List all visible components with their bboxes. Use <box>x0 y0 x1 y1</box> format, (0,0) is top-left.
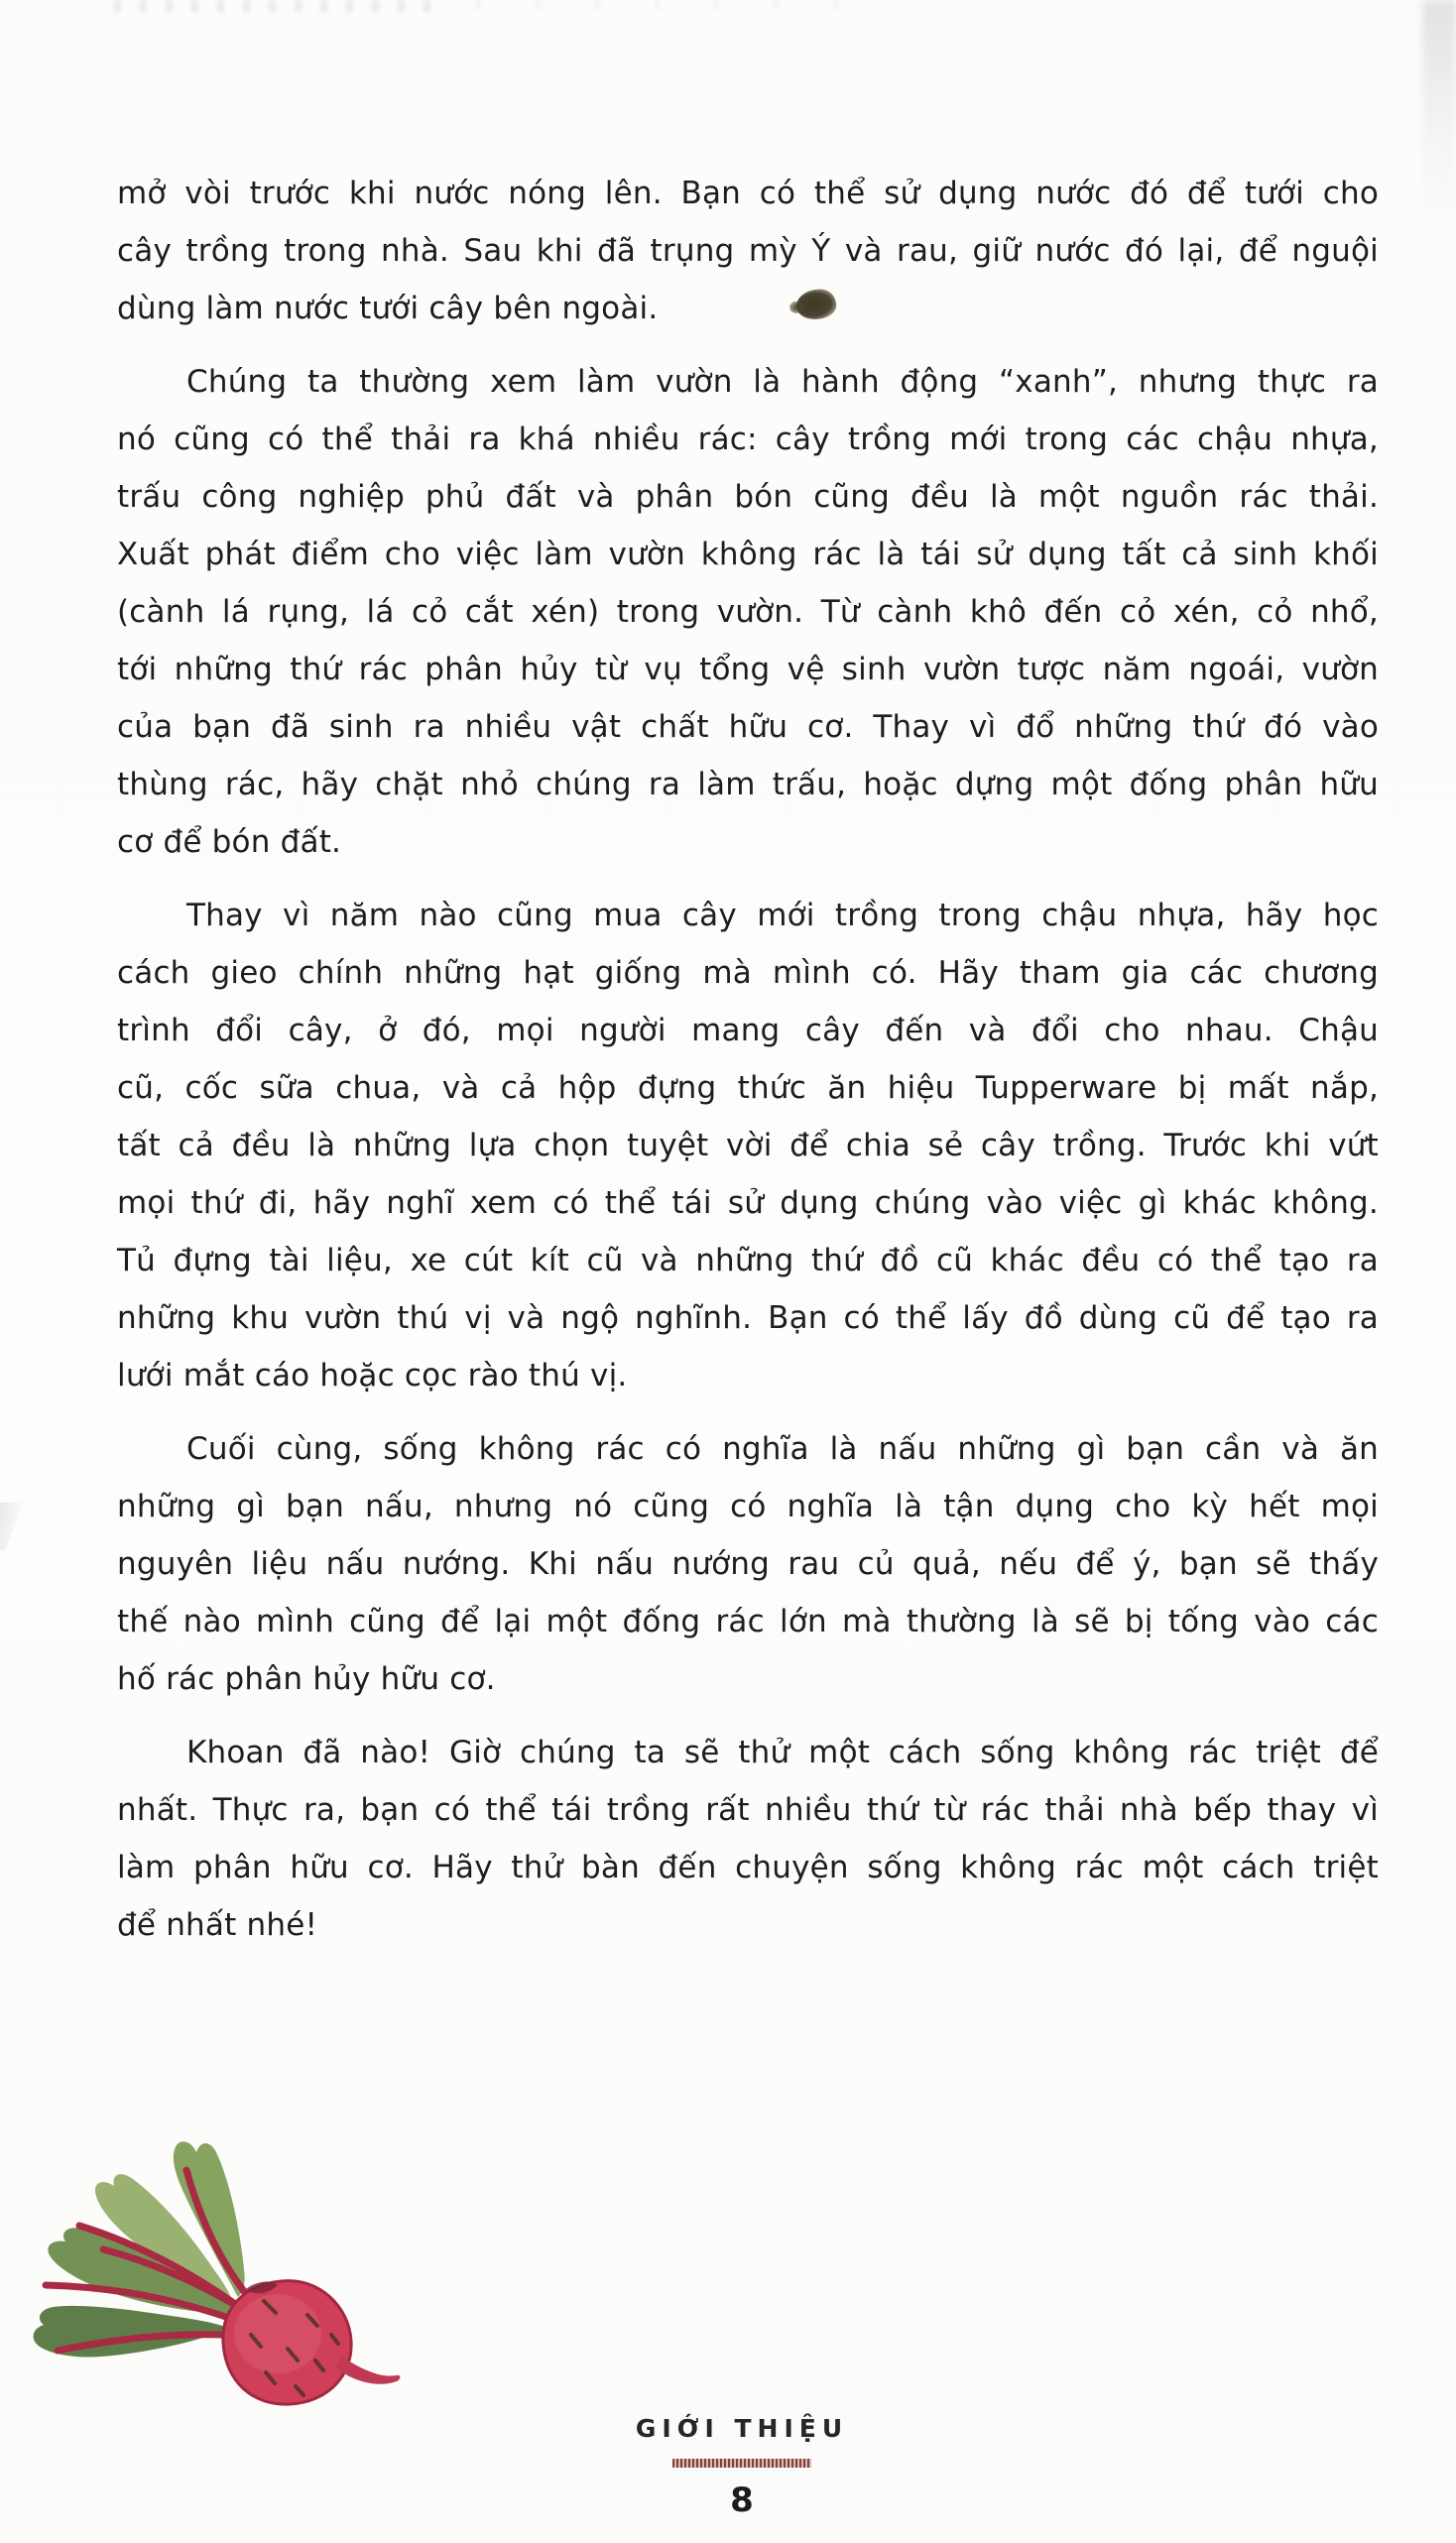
text-line: dùng làm nước tưới cây bên ngoài. <box>117 291 659 326</box>
text-line: nguyên liệu nấu nướng. Khi nấu nướng rau củ quả, nếu để ý, bạn sẽ thấy <box>117 1546 1379 1582</box>
text-line: thùng rác, hãy chặt nhỏ chúng ra làm trấu, hoặc dựng một đống phân hữu <box>117 767 1379 802</box>
footer-rule-dashed <box>672 2459 811 2468</box>
text-line: mở vòi trước khi nước nóng lên. Bạn có thể sử dụng nước đó để tưới cho <box>117 176 1379 211</box>
footer-section-label: GIỚI THIỆU <box>635 2414 849 2443</box>
scan-artifact-top-edge <box>114 0 441 12</box>
text-line: của bạn đã sinh ra nhiều vật chất hữu cơ. Thay vì đổ những thứ đó vào <box>117 709 1379 745</box>
radish-bulb-highlight <box>234 2294 321 2373</box>
scan-artifact-left-edge <box>0 1503 24 1550</box>
text-line: lưới mắt cáo hoặc cọc rào thú vị. <box>117 1358 628 1393</box>
text-line: nhất. Thực ra, bạn có thể tái trồng rất nhiều thứ từ rác thải nhà bếp thay vì <box>117 1792 1379 1828</box>
text-line: Thay vì năm nào cũng mua cây mới trồng trong chậu nhựa, hãy học <box>186 898 1379 933</box>
text-line: tới những thứ rác phân hủy từ vụ tổng vệ sinh vườn tược năm ngoái, vườn <box>117 652 1379 687</box>
text-line: những khu vườn thú vị và ngộ nghĩnh. Bạn có thể lấy đồ dùng cũ để tạo ra <box>117 1300 1379 1336</box>
text-line: làm phân hữu cơ. Hãy thử bàn đến chuyện sống không rác một cách triệt <box>117 1850 1379 1885</box>
text-line: Xuất phát điểm cho việc làm vườn không rác là tái sử dụng tất cả sinh khối <box>117 537 1379 572</box>
paragraph <box>117 1420 1379 1708</box>
text-line: Tủ đựng tài liệu, xe cút kít cũ và những thứ đồ cũ khác đều có thể tạo ra <box>117 1243 1379 1278</box>
page-number: 8 <box>730 2481 754 2520</box>
text-line: để nhất nhé! <box>117 1907 318 1943</box>
paragraph <box>117 887 1379 1404</box>
text-line: trình đổi cây, ở đó, mọi người mang cây đến và đổi cho nhau. Chậu <box>117 1013 1379 1048</box>
text-line: mọi thứ đi, hãy nghĩ xem có thể tái sử dụng chúng vào việc gì khác không. <box>117 1185 1379 1221</box>
text-line: (cành lá rụng, lá cỏ cắt xén) trong vườn. Từ cành khô đến cỏ xén, cỏ nhổ, <box>117 594 1379 630</box>
text-line: Khoan đã nào! Giờ chúng ta sẽ thử một cách sống không rác triệt để <box>186 1735 1379 1770</box>
scan-artifact-top-edge <box>476 0 893 9</box>
scan-artifact-right-edge <box>1422 0 1456 238</box>
text-line: tất cả đều là những lựa chọn tuyệt vời để chia sẻ cây trồng. Trước khi vứt <box>117 1128 1379 1163</box>
text-line: hố rác phân hủy hữu cơ. <box>117 1661 496 1697</box>
text-line: cách gieo chính những hạt giống mà mình có. Hãy tham gia các chương <box>117 955 1379 991</box>
radish-root <box>335 2357 400 2384</box>
text-line: cũ, cốc sữa chua, và cả hộp đựng thức ăn hiệu Tupperware bị mất nắp, <box>117 1070 1379 1106</box>
paragraph <box>117 165 1379 337</box>
text-line: những gì bạn nấu, nhưng nó cũng có nghĩa là tận dụng cho kỳ hết mọi <box>117 1489 1379 1524</box>
section-footer <box>0 2414 1456 2520</box>
text-line: cây trồng trong nhà. Sau khi đã trụng mỳ Ý và rau, giữ nước đó lại, để nguội <box>117 233 1379 269</box>
text-line: trấu công nghiệp phủ đất và phân bón cũng đều là một nguồn rác thải. <box>117 479 1379 515</box>
radish-illustration <box>22 2130 409 2433</box>
text-line: nó cũng có thể thải ra khá nhiều rác: cây trồng mới trong các chậu nhựa, <box>117 422 1379 457</box>
text-line: thế nào mình cũng để lại một đống rác lớn mà thường là sẽ bị tống vào các <box>117 1604 1379 1639</box>
text-line: Cuối cùng, sống không rác có nghĩa là nấu những gì bạn cần và ăn <box>186 1431 1379 1467</box>
paragraph <box>117 1724 1379 1954</box>
paragraph <box>117 353 1379 871</box>
text-line: cơ để bón đất. <box>117 824 342 860</box>
text-block <box>117 165 1379 1970</box>
text-line: Chúng ta thường xem làm vườn là hành động “xanh”, nhưng thực ra <box>186 364 1379 400</box>
